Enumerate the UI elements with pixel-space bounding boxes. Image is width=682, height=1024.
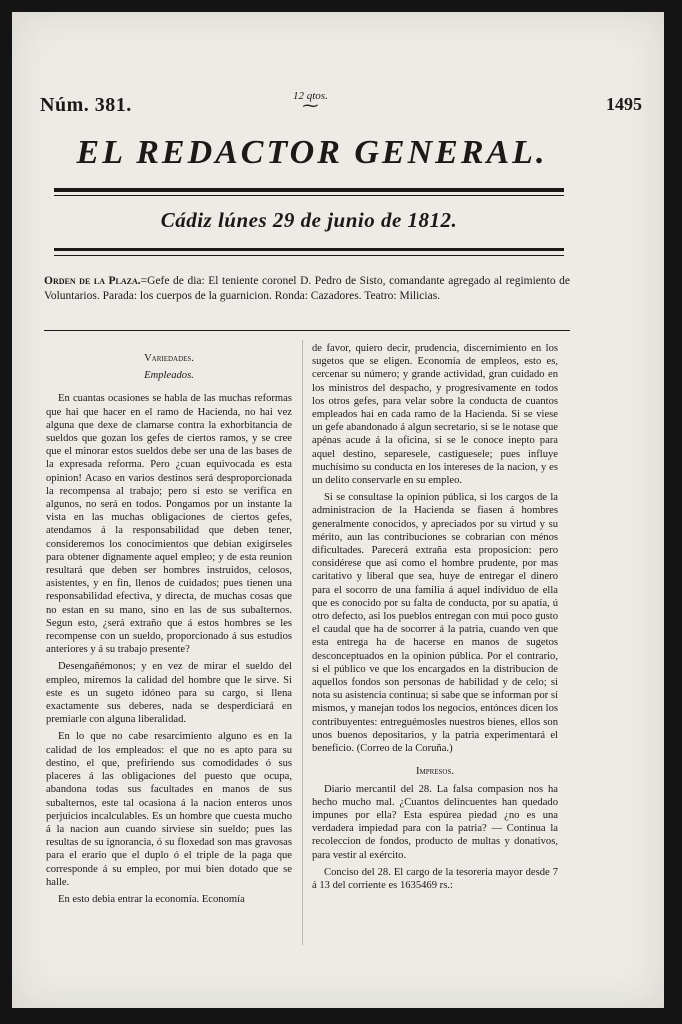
article-paragraph: En esto debia entrar la economía. Economía bbox=[58, 893, 245, 905]
left-column bbox=[46, 342, 292, 910]
title-rule-thick bbox=[54, 188, 564, 192]
masthead-row bbox=[40, 90, 642, 124]
article-paragraph: de favor, quiero decir, prudencia, discernimiento en los sugetos que se eligen. Economía de empleos, esto es, cercenar su número; y grande actividad, gran cuidado en los ministros del despacho, y progresivamente en todos los otros gefes, para velar sobre la conducta de cuantos empleados hai en cada ramo de la Hacienda. Si se viese un gefe abandonado á algun secretario, si se le notase que apénas acude á la oficina, si se le conoce inepto para aquel destino, separesele, castiguesele; pues influye muchísimo su conducta en los intereses de la nacion, y es un delito conservarle en su empleo. bbox=[312, 343, 558, 487]
section-rule bbox=[44, 330, 570, 331]
article-paragraph: Si se consultase la opinion pública, si los cargos de la administracion de la Hacienda se fiasen á hombres generalmente conocidos, y apreciados por su virtud y su mérito, aun las contribuciones se cobrarian con ménos dificultades. Parecerá extraña esta proposicion: pero considérese que asi como el hombre prudente, por mas caritativo y liberal que sea, huye de entregar el dinero para el socorro de una familia á aquel individuo de ella que es conocido por su falta de conducta, por su apatía, ú otro defecto, asi los pueblos entregan con mui poco gusto el caudal que ha de socorrer á la patria, cuando ven que esta entrega ha de hacerse en manos de sugetos desconceptuados en la opinion pública. Por el contrario, si el público ve que los encargados en la distribucion de aquellos fondos son personas de habilidad y de celo; si nota su asistencia continua; si sabe que se informan por sí mismos, y manejan todos los negocios, entónces dicen los contribuyentes: entreguémosles nuestros bienes, ellos son unos buenos depositarios, y la patria experimentará el beneficio. (Correo de la Coruña.) bbox=[312, 492, 558, 755]
impresos-item: Conciso del 28. El cargo de la tesoreria mayor desde 7 á 13 del corriente es 1635469 rs.: bbox=[312, 866, 558, 891]
price-note bbox=[293, 90, 328, 115]
issue-number: Núm. 381. bbox=[40, 94, 132, 116]
orden-de-la-plaza bbox=[44, 274, 570, 304]
impresos-item: Diario mercantil del 28. La falsa compasion nos ha hecho mucho mal. ¿Cuantos delincuentes han quedado impunes por ella? Esta espúrea piedad ¿no es una verdadera impiedad para con la patria? — Continua la recoleccion de fondos, producto de multas y donativos, para vestir al exército. bbox=[312, 783, 558, 861]
column-divider bbox=[302, 340, 303, 945]
ornament-icon: ⁓ bbox=[302, 98, 319, 115]
section-heading-variedades: Variedades. bbox=[144, 353, 194, 364]
article-paragraph: En cuantas ocasiones se habla de las muchas reformas que hai que hacer en el ramo de Hacienda, no hai vez alguna que dexe de clamarse contra la exhorbitancia de sueldos que gozan los gefes de ciertos ramos, y se cree que el minorar estos sueldos debe ser una de las bases de la expresada reforma. Pero ¿cuan equivocada es esta opinion! Acaso en varios destinos será desproporcionada la recompensa al trabajo; pero si esto se verifica en algunos, no será en todos. Pongamos por un instante la vista en las muchas obligaciones de ciertos gefes, atendamos á la responsabilidad que deben tener, consideremos los conocimientos que debian exigírseles para obtener dignamente aquel empleo; y de esta reunion resultará que deben ser hombres instruidos, celosos, asistentes, y en fin, llenos de cuidados; pues tienen una responsabilidad efectiva, y directa, de muchas cosas que no estan en su mano, sino en las de sus subalternos. Segun esto, ¿será extraño que á estos hombres se les recompense con un sueldo, proporcionado á sus estudios anteriores y á su trabajo presente? bbox=[46, 393, 292, 656]
title-rule-thin bbox=[54, 195, 564, 196]
date-rule-thick bbox=[54, 248, 564, 251]
price-text: 12 qtos. bbox=[293, 90, 328, 102]
orden-text: =Gefe de dia: El teniente coronel D. Pedro de Sisto, comandante agregado al regimiento de Voluntarios. Parada: los cuerpos de la guarnicion. Ronda: Cazadores. Teatro: Milicias. bbox=[44, 275, 570, 302]
right-column bbox=[312, 342, 558, 896]
date-rule-thin bbox=[54, 255, 564, 256]
section-heading-impresos: Impresos. bbox=[415, 766, 455, 778]
newspaper-page bbox=[12, 12, 664, 1008]
newspaper-title: EL REDACTOR GENERAL. bbox=[76, 134, 548, 171]
article-paragraph: Desengañémonos; y en vez de mirar el sueldo del empleo, miremos la calidad del hombre que le sirve. Si este es un sugeto idóneo para su cargo, si llena exactamente sus deberes, nada se desperdiciará en premiarle con alguna liberalidad. bbox=[46, 661, 292, 726]
article-paragraph: En lo que no cabe resarcimiento alguno es en la calidad de los empleados: el que no es apto para su destino, el que, prefiriendo sus comodidades ó sus placeres á las obligaciones del puesto que ocupa, abandona todas sus facultades en manos de sus subalternos, este tal ocasiona á la nacion enteros unos perjuicios incalculables. Es un hombre que cuesta mucho á la nacion aun cuando sirviese sin sueldo; pues las resultas de su ignorancia, ó su floxedad son mas gravosas para el erario que el duplo ó el triple de la paga que corresponde á su empleo, por mui bien dotado que se halle. bbox=[46, 731, 292, 888]
page-number: 1495 bbox=[606, 94, 642, 114]
orden-label: Orden de la Plaza. bbox=[44, 275, 141, 287]
dateline: Cádiz lúnes 29 de junio de 1812. bbox=[160, 208, 458, 232]
article-subheading: Empleados. bbox=[144, 370, 194, 382]
